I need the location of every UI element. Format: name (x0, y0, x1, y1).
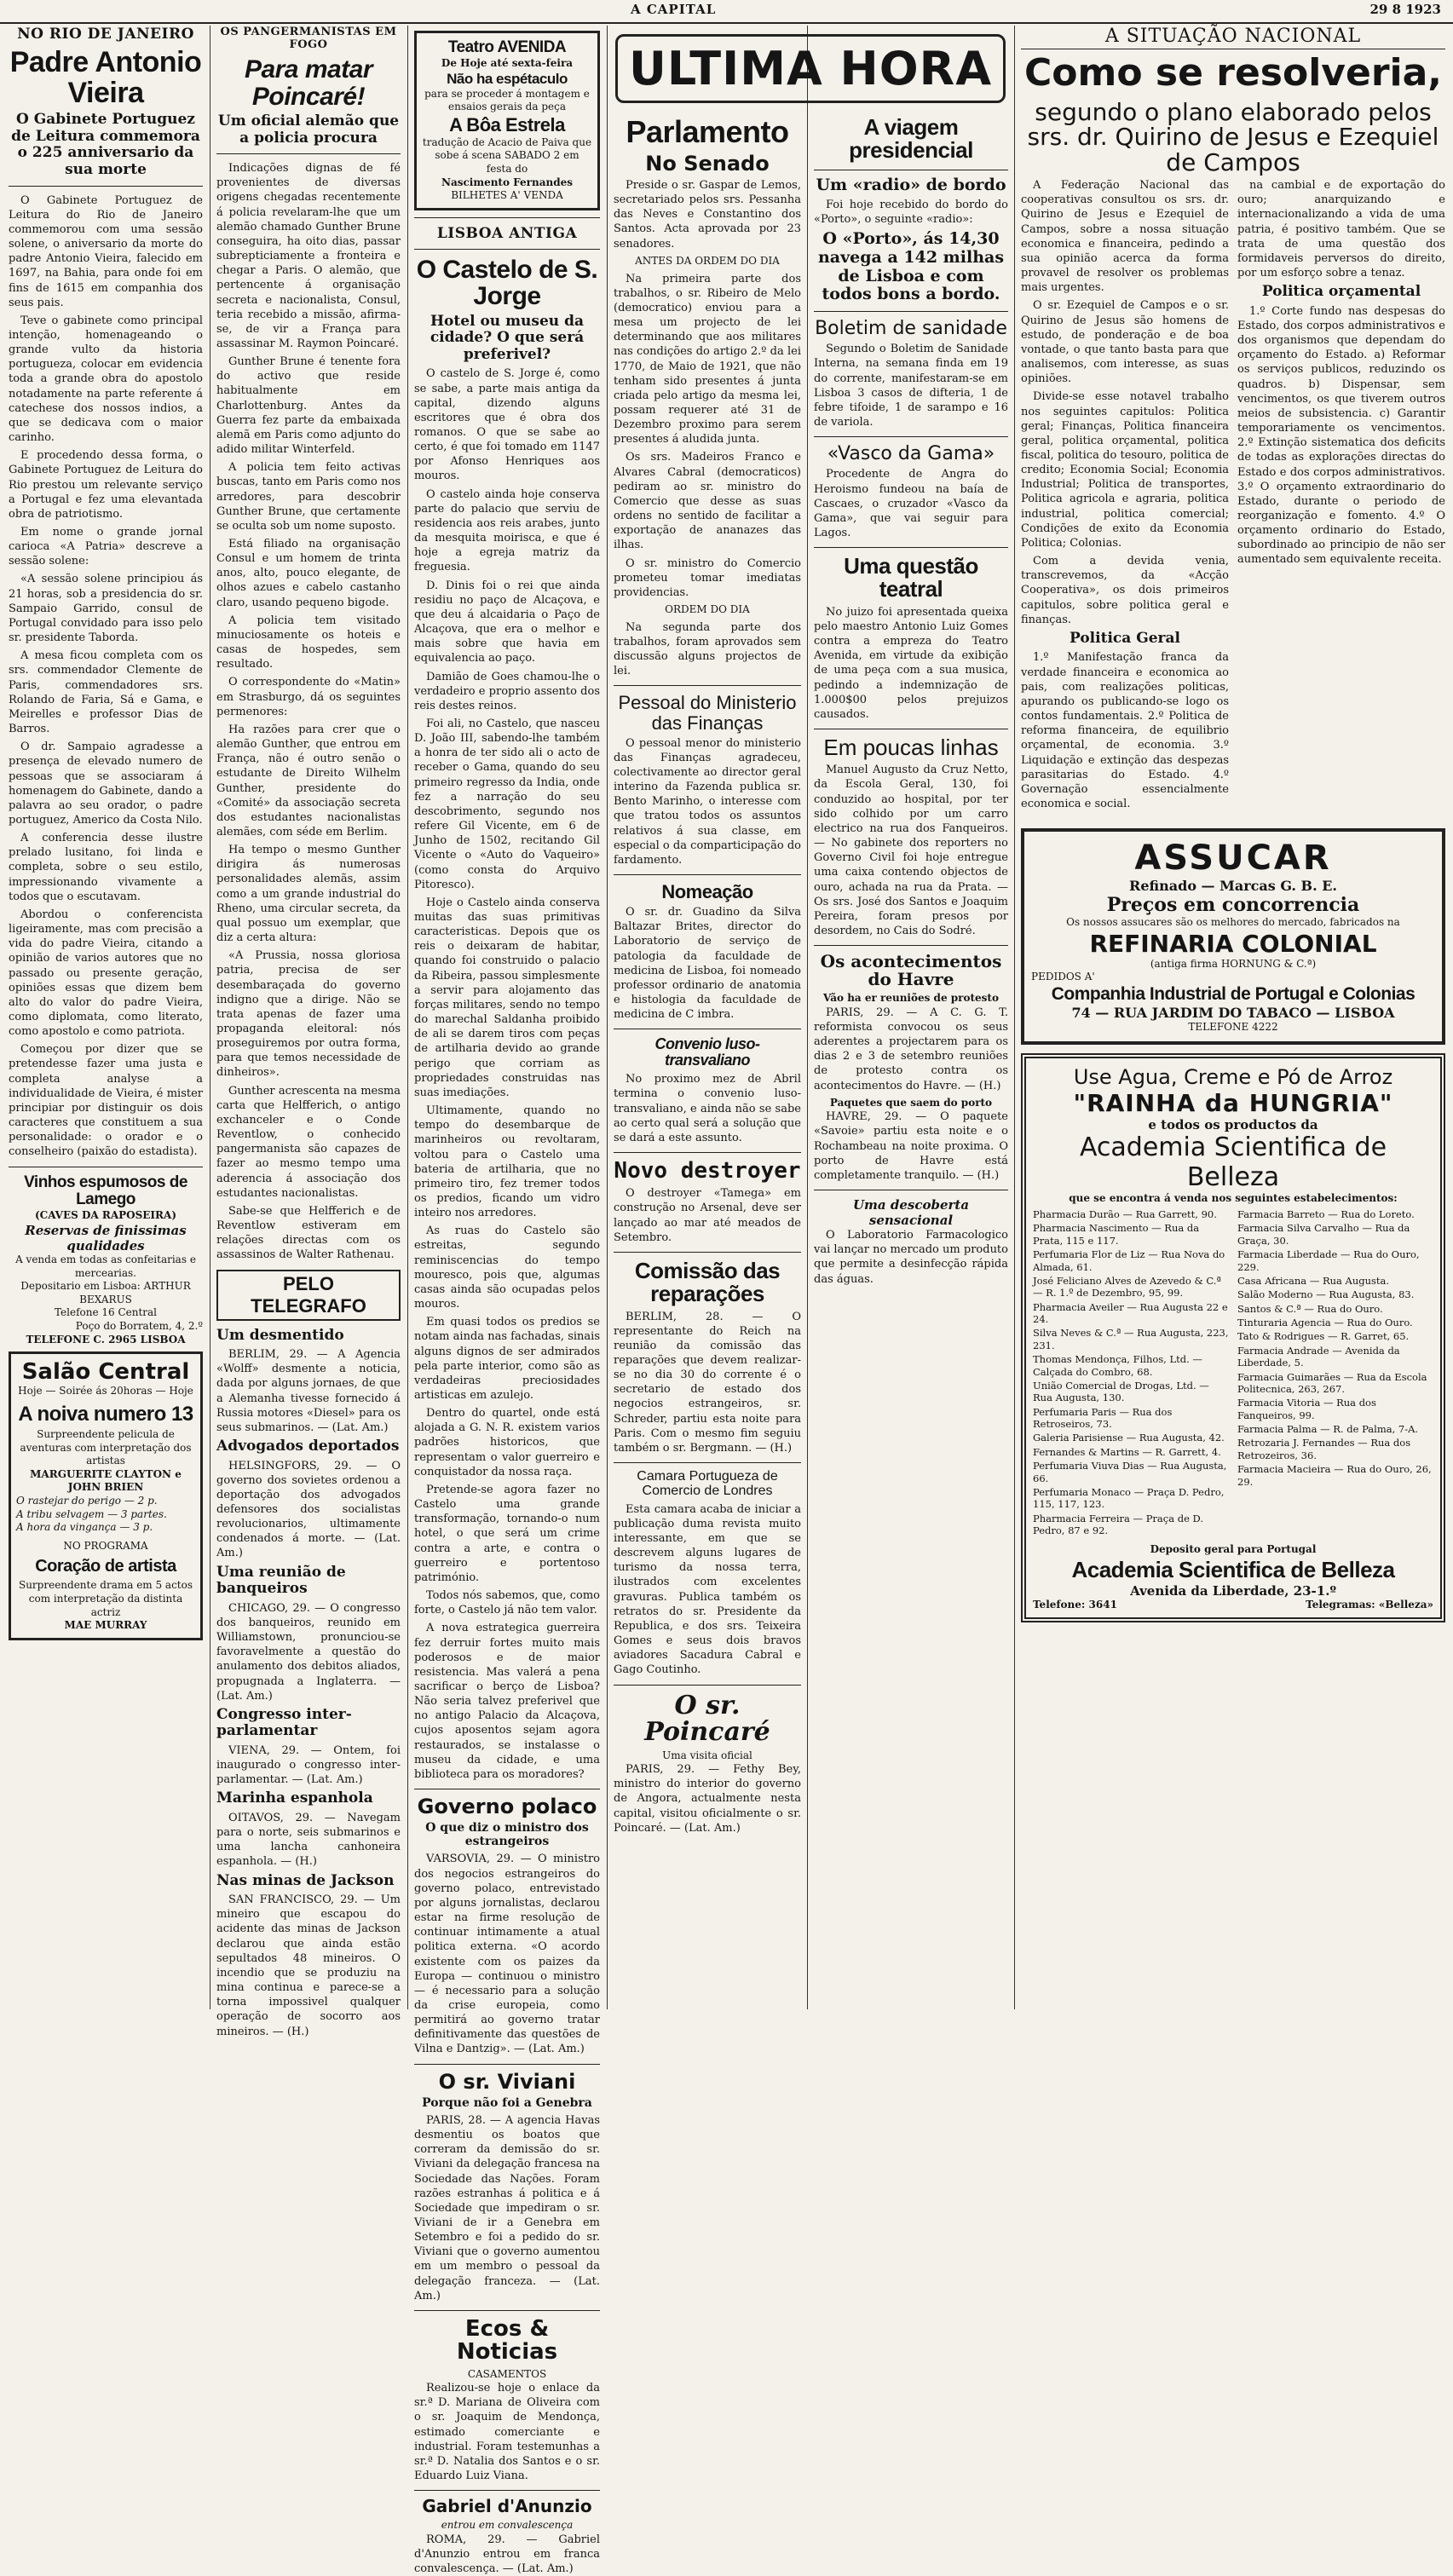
shop-list-item: Pharmacia Ferreira — Praça de D. Pedro, 87 e 92. (1033, 1512, 1204, 1537)
news-text: BERLIM, 28. — O representante do Reich na reunião da comissão das reparações que devem realizar-se no dia 30 do corrente é o secretario de estado dos negocios estrangeiros, sr. Schreder, partiu esta noite para Paris. Com o mesmo fim seguiu também o sr. Bergmann. — (H.) (614, 1310, 801, 1455)
shop-list-item: União Comercial de Drogas, Ltd. — Rua Augusta, 130. (1033, 1379, 1209, 1404)
ultima-hora-banner (612, 27, 1009, 110)
news-title: Comissão das reparações (634, 1257, 781, 1307)
masthead (0, 0, 1453, 24)
news-subtitle: Vão ha er reuniões de protesto (823, 992, 999, 1005)
col3-subheadline: Hotel ou museu da cidade? O que será preferivel? (430, 312, 585, 363)
news-title: Uma descoberta sensacional (852, 1197, 970, 1229)
col2-paragraph: A policia tem visitado minuciosamente os hoteis e casas de hospedes, sem resultado. (216, 614, 401, 671)
shop-list-item: Fernandes & Martins — R. Garrett, 4. (1033, 1445, 1221, 1458)
news-text: O pessoal menor do ministerio das Finanças agradeceu, colectivamente ao director geral interino da Fazenda publica sr. Bento Marinho, o interesse com que tratou todos os assuntos relativos á sua classe, em especial o da comparticipação do fardamento. (614, 736, 801, 867)
salao-film: A noiva numero 13 (18, 1402, 193, 1426)
col2-paragraph: «A Prussia, nossa gloriosa patria, precisa de ser desembaraçada do governo indigno que a dirige. Não se trata apenas de fazer uma propaganda eleitoral: nós proseguiremos por outra forma, para que temos necessidade de dinheiros». (216, 949, 401, 1080)
col3-paragraph: Todos nós sabemos, que, como forte, o Castelo já não tem valor. (414, 1589, 600, 1617)
deposit-name: Academia Scientifica de Belleza (1071, 1557, 1395, 1583)
news-title: «Vasco da Gama» (827, 443, 995, 465)
salao-episode: A hora da vingança — 3 p. (16, 1521, 153, 1534)
raposeira-line2: A venda em todas as confeitarias e mercearias. (15, 1253, 196, 1279)
theatre-artist: Nascimento Fernandes (441, 176, 573, 188)
news-title: Uma reunião de banqueiros (216, 1563, 346, 1598)
col3-paragraph: A nova estrategica guerreira fez derruir fortes muito mais poderosos e de maior resistencia. Mas valerá a pena sacrificar o berço de Lisboa? Não seria talvez preferivel que no antigo Palacio da Alcaçova, cujos aposentos sejam agora restaurados, se instalasse o museu da cidade, e uma biblioteca para os moradores? (414, 1622, 600, 1781)
news-title: Novo destroyer (614, 1157, 801, 1184)
shop-list-item: Farmacia Silva Carvalho — Rua da Graça, 30. (1237, 1222, 1410, 1247)
news-text: SAN FRANCISCO, 29. — Um mineiro que escapou do acidente das minas de Jackson declarou que ainda estão sepultados 48 mineiros. O incendio que se produziu na mina continua e parece-se a torna impossivel qualquer operação de socorro aos mineiros. — (H.) (216, 1893, 401, 2038)
col6-subheadline: segundo o plano elaborado pelos srs. dr. Quirino de Jesus e Ezequiel de Campos (1027, 98, 1439, 176)
col3-paragraph: Pretende-se agora fazer no Castelo uma grande transformação, tornando-o num hotel, o que será um crime contra a arte, e contra o guerreiro e portentoso património. (414, 1483, 600, 1584)
col6-kicker: A SITUAÇÃO NACIONAL (1104, 26, 1362, 47)
col1-subheadline: O Gabinete Portuguez de Leitura commemora o 225 anniversario da sua morte (11, 111, 200, 179)
news-text: VARSOVIA, 29. — O ministro dos negocios estrangeiros do governo polaco, entrevistado por alguns jornalistas, declarou estar na firme resolução de continuar intimamente a atual politica externa. «O acordo existente com os paizes da Europa — continuou o ministro — é necessario para a solução da crise europeia, como permitirá ao governo tratar definitivamente das questões de Vilna e Dantzig». — (Lat. Am.) (414, 1853, 600, 2056)
salao-title: Salão Central (21, 1359, 190, 1386)
column-rule (607, 26, 608, 2009)
news-title: Nas minas de Jackson (216, 1871, 395, 1889)
col3-paragraph: Ultimamente, quando no tempo do desembarque de marinheiros ou revoltaram, voltou para o Castelo uma bateria de artilharia, que no primeiro tiro, fez tremer todos os predios, ficando um vidro inteiro nos arredores. (414, 1104, 600, 1220)
news-title: Marinha espanhola (216, 1789, 373, 1807)
shop-list-item: Perfumaria Paris — Rua dos Retroseiros, 73. (1033, 1405, 1173, 1431)
col4-paragraph: Na segunda parte dos trabalhos, foram aprovados sem discussão alguns projectos de lei. (614, 620, 801, 678)
shop-list-item: Farmacia Barreto — Rua do Loreto. (1237, 1208, 1415, 1221)
shop-list-item: Casa Africana — Rua Augusta. (1237, 1274, 1390, 1287)
column-rule (807, 26, 808, 2009)
salao-line: Hoje — Soirée ás 20horas — Hoje (18, 1385, 193, 1397)
news-title: Gabriel d'Anunzio (422, 2496, 592, 2517)
senado-title: No Senado (645, 151, 770, 176)
col2-paragraph: O correspondente do «Matin» em Strasburgo, dá os seguintes permenores: (216, 676, 401, 718)
deposit-telegram: Telegramas: «Belleza» (1306, 1599, 1433, 1611)
shop-list-item: Pharmacia Aveiler — Rua Augusta 22 e 24. (1033, 1300, 1228, 1326)
ultima-hora-title: ULTIMA HORA (615, 34, 1006, 103)
news-title: Camara Portugueza de Comercio de Londres (637, 1469, 778, 1498)
salao-desc: Surpreendente pelicula de aventuras com interpretação dos artistas (20, 1427, 192, 1467)
shop-list-item: Farmacia Guimarães — Rua da Escola Politecnica, 263, 267. (1237, 1370, 1427, 1395)
col1-paragraph: E procedendo dessa forma, o Gabinete Portuguez de Leitura do Rio prestou um relevante serviço a Portugal e fez uma elevantada obra de patriotismo. (9, 449, 203, 521)
news-title: Pessoal do Ministerio das Finanças (618, 692, 797, 734)
news-text: VIENA, 29. — Ontem, foi inaugurado o congresso inter-parlamentar. — (Lat. Am.) (216, 1743, 401, 1787)
col6-paragraph: Divide-se esse notavel trabalho nos seguintes capitulos: Politica geral; Finanças, Politica financeira geral, politica orçamental, politica fiscal, politica do tesouro, politica de credito; Economia Social; Economia Industrial; Politica de transportes, Politica agricola e agraria, politica industrial, politica comercial; Condições de exito da Economia Politica; Colonias. (1021, 390, 1229, 550)
news-title: Governo polaco (417, 1795, 597, 1819)
col3-paragraph: D. Dinis foi o rei que ainda residiu no paço de Alcaçova, e que deu á alcaidaria o Paço de Alcaçova, que era o melhor e mais sobre que havia em equivalencia ao paço. (414, 579, 600, 666)
raposeira-depositary: Depositario em Lisboa: ARTHUR BEXARUS (20, 1280, 191, 1305)
theatre-line4: tradução de Acacio de Paiva que sobe á scena SABADO 2 em festa do (422, 135, 592, 175)
news-text: Segundo o Boletim de Sanidade Interna, na semana finda em 19 do corrente, manifestaram-se em Lisboa 3 casos de difteria, 1 de febre tifoide, 1 de sarampo e 16 de variola. (814, 343, 1008, 429)
news-subtitle: O que diz o ministro dos estrangeiros (425, 1821, 589, 1849)
column-2 (216, 26, 401, 2038)
shop-list-item: Perfumaria Monaco — Praça D. Pedro, 115, 117, 123. (1033, 1485, 1225, 1511)
news-title: Convenio luso-transvaliano (654, 1035, 760, 1069)
col1-paragraph: Em nome o grande jornal carioca «A Patria» descreve a sessão solene: (9, 526, 203, 568)
salao-episode: O rastejar do perigo — 2 p. (16, 1494, 158, 1507)
col2-kicker: OS PANGERMANISTAS EM FOGO (220, 26, 397, 51)
shop-list-item: Santos & C.ª — Rua do Ouro. (1237, 1302, 1383, 1315)
raposeira-line1: Reservas de finissimas qualidades (25, 1223, 187, 1254)
shop-list-item: Farmacia Liberdade — Rua do Ouro, 229. (1237, 1248, 1420, 1273)
col1-paragraph: A conferencia desse ilustre prelado lusitano, foi linda e completa, sobre o seu estilo, impressionando vivamente a todos que o escutavam. (9, 832, 203, 903)
news-title: O sr. Poincaré (644, 1690, 770, 1748)
news-title: Advogados deportados (216, 1437, 400, 1455)
agua-line2: e todos os productos da (1148, 1116, 1318, 1132)
col3-paragraph: Foi ali, no Castelo, que nasceu D. João III, sabendo-lhe também a honra de ter sido ali o acto de receber o Gama, quando do seu primeiro regresso da India, onde fez a narração do seu descobrimento, segundo nos refere Gil Vicente, em 6 de Junho de 1502, recitando Gil Vicente o «Auto do Vaqueiro» (como consta do Arquivo Pitoresco). (414, 717, 600, 891)
col1-paragraph: O dr. Sampaio agradesse a presença de elevado numero de pessoas que se associaram á homenagem do Gabinete, dando a palavra ao seu orador, o padre portuguez, Americo da Costa Nilo. (9, 741, 203, 827)
col3-headline: O Castelo de S. Jorge (416, 255, 598, 311)
col1-headline: Padre Antonio Vieira (9, 46, 202, 109)
col2-paragraph: Sabe-se que Helfferich e de Reventlow estiveram em relações directas com os assassinos de Walter Rathenau. (216, 1204, 401, 1262)
news-text: BERLIM, 29. — A Agencia «Wolff» desmente a noticia, dada por alguns jornaes, de que a Alemanha tivesse fornecido á Russia motores «Diesel» para os seus submarinos. — (Lat. Am.) (216, 1348, 401, 1434)
viagem-title: A viagem presidencial (849, 114, 973, 164)
assucar-title: ASSUCAR (1134, 838, 1332, 879)
news-subtitle: entrou em convalescença (441, 2519, 574, 2532)
news-subtitle: Porque não foi a Genebra (422, 2095, 592, 2110)
col1-paragraph: Começou por dizer que se pretendesse fazer uma justa e completa analyse a individualidade de Vieira, é mister principiar por distinguir os dois caracteres que constituem a sua personalidade: o orador e o conselheiro (paixão do estadista). (9, 1043, 203, 1159)
column-rule (1014, 26, 1015, 2009)
theatre-tickets: BILHETES A' VENDA (451, 189, 563, 202)
news-text: No juizo foi apresentada queixa pelo maestro Antonio Luiz Gomes contra a empreza do Teatro Avenida, em virtude da exibição de uma peça com a sua musica, pedindo a indemnização de 1.000$00 pelos prejuizos causados. (814, 605, 1008, 721)
assucar-refinery: REFINARIA COLONIAL (1089, 929, 1377, 958)
shop-list-item: Galeria Parisiense — Rua Augusta, 42. (1033, 1432, 1225, 1444)
news-subtitle: Uma visita oficial (662, 1749, 752, 1761)
col6-paragraph: Com a devida venia, transcrevemos, da «Acção Cooperativa», os dois primeiros capitulos, sobre politica geral e finanças. (1021, 555, 1229, 626)
col6b-text: na cambial e de exportação do ouro; anarquizando e internacionalizando a vida de uma patria, é positivo também. Que se trata de uma questão dos formidaveis perversos do direito, por um esforço sobre a tenaz. (1237, 179, 1445, 280)
deposit-phone: Telefone: 3641 (1033, 1599, 1117, 1611)
raposeira-phone: TELEFONE C. 2965 LISBOA (26, 1333, 186, 1346)
parlamento-title: Parlamento (626, 114, 789, 149)
news-title: Nomeação (661, 881, 753, 903)
shop-list-item: Perfumaria Flor de Liz — Rua Nova do Almada, 61. (1033, 1248, 1225, 1273)
raposeira-tel: Telefone 16 Central (54, 1306, 158, 1319)
assucar-addr: 74 — RUA JARDIM DO TABACO — LISBOA (1071, 1004, 1395, 1021)
news-title: Um desmentido (216, 1326, 344, 1344)
news-text: Manuel Augusto da Cruz Netto, da Escola Geral, 130, foi conduzido ao hospital, por ter sido colhido por um carro electrico na rua dos Fanqueiros. — No gabinete dos reporters no Governo Civil foi hoje entregue uma caixa contendo objectos de ouro, achada na rua da Prata. — Os srs. José dos Santos e Joaquim Pereira, foram presos por desordem, no Cais do Sodré. (814, 764, 1008, 937)
news-title: Ecos & Noticias (456, 2315, 558, 2366)
issue-date: 29 8 1923 (1369, 2, 1441, 17)
news-title: Uma questão teatral (844, 553, 978, 602)
col3-paragraph: Damião de Goes chamou-lhe o verdadeiro e proprio assento dos reis destes reinos. (414, 670, 600, 712)
shop-list-item: Retrozaria J. Fernandes — Rua dos Retrozeiros, 36. (1237, 1437, 1411, 1461)
news-text: HAVRE, 29. — O paquete «Savoie» partiu esta noite e o Rochambeau na noite proxima. O porto de Havre está completamente tranquilo. — (H.) (814, 1110, 1008, 1182)
politica-geral-title: Politica Geral (1070, 629, 1180, 647)
teatro-avenida-ad (414, 31, 600, 210)
col1-kicker: NO RIO DE JANEIRO (17, 26, 194, 43)
theatre-play: A Bôa Estrela (449, 113, 565, 135)
raposeira-subtitle: (CAVES DA RAPOSEIRA) (34, 1209, 176, 1222)
politica-geral-text: 1.º Manifestação franca da verdade financeira e economica ao pais, com realizações politicas, apurando os publicando-se logo os contos fundamentais. 2.º Politica de reforma financeira, de equilibrio orçamental, de economia. 3.º Liquidação e extinção das despezas parasitarias do Estado. 4.º Governação essencialmente economica e social. (1021, 651, 1229, 810)
col4-paragraph: Preside o sr. Gaspar de Lemos, secretariado pelos srs. Pessanha das Neves e Constantino dos Santos. Acta aprovada por 23 senadores. (614, 178, 801, 251)
news-text: ROMA, 29. — Gabriel d'Anunzio entrou em franca convalescença. — (Lat. Am.) (414, 2533, 600, 2576)
col4-paragraph: O sr. ministro do Comercio prometeu tomar imediatas providencias. (614, 556, 801, 599)
news-text: PARIS, 29. — A C. G. T. reformista convocou os seus aderentes a projectarem para os dias 2 e 3 de setembro reuniões de protesto contra os acontecimentos do Havre. — (H.) (814, 1006, 1008, 1092)
news-title: Em poucas linhas (823, 734, 999, 760)
shop-list-item: Tinturaria Agencia — Rua do Ouro. (1237, 1317, 1413, 1329)
salao-program: Coração de artista (35, 1557, 176, 1576)
col2-paragraph: Ha tempo o mesmo Gunther dirigira ás numerosas personalidades alemãs, assim como a um grande industrial do Rheno, uma circular secreta, da qual possuo um exemplar, que diz a certa altura: (216, 844, 401, 945)
salao-program-desc: Surpreendente drama em 5 actos com interpretação da distinta actriz (18, 1579, 193, 1618)
col3-paragraph: O castelo ainda hoje conserva parte do palacio que serviu de residencia aos reis arabes, junto da mesquita moirisca, e que é hoje a egreja matriz da freguesia. (414, 487, 600, 574)
col2-paragraph: Está filiado na organisação Consul e um homem de trinta anos, alto, pouco elegante, de olhos azues e cabelo castanho claro, usando pequeno bigode. (216, 538, 401, 609)
news-text: No proximo mez de Abril termina o convenio luso-transvaliano, e ainda não se sabe ao certo qual será a solução que se dará a este assunto. (614, 1073, 801, 1144)
assucar-line2: Preços em concorrencia (1106, 894, 1360, 917)
col6-headline: Como se resolveria, (1023, 51, 1442, 95)
news-title: Paquetes que saem do porto (829, 1096, 993, 1109)
deposit-addr: Avenida da Liberdade, 23-1.º (1130, 1583, 1336, 1599)
column-6 (1021, 26, 1445, 2009)
news-text: HELSINGFORS, 29. — O governo dos sovietes ordenou a deportação dos advogados defensores dos socialistas revolucionarios, ultimamente condenados á morte. — (Lat. Am.) (216, 1459, 401, 1560)
raposeira-address: Poço do Borratem, 4, 2.º (75, 1320, 203, 1332)
shop-list-item: Thomas Mendonça, Filhos, Ltd. — Calçada do Combro, 68. (1033, 1353, 1202, 1378)
shop-list-item: Tato & Rodrigues — R. Garret, 65. (1237, 1330, 1410, 1343)
pelo-telegrafo-logo: PELO TELEGRAFO (216, 1270, 401, 1321)
news-text: O Laboratorio Farmacologico vai lançar no mercado um produto que permite a desinfecção rápida das águas. (814, 1229, 1008, 1286)
assucar-company: Companhia Industrial de Portugal e Colonias (1051, 983, 1416, 1004)
theatre-line1: De Hoje até sexta-feira (441, 57, 574, 69)
col1-paragraph: «A sessão solene principiou ás 21 horas, sob a presidencia do sr. Sampaio Garrido, consul de Portugal convidado para isso pelo sr. presidente Taborda. (9, 573, 203, 645)
salao-central-ad (9, 1351, 203, 1640)
news-title: Boletim de sanidade (815, 318, 1007, 340)
news-text: PARIS, 29. — Fethy Bey, ministro do interior do governo de Angora, actualmente nesta capital, visitou oficialmente o sr. Poincaré. — (Lat. Am.) (614, 1763, 801, 1835)
column-rule (407, 26, 408, 2009)
col3-paragraph: Dentro do quartel, onde está alojada a G. N. R. existem varios padrões historicos, que representam o valor guerreiro e conquistador da nossa raça. (414, 1407, 600, 1478)
shop-list-item: Farmacia Vitoria — Rua dos Fanqueiros, 99. (1237, 1397, 1376, 1421)
col3-paragraph: Em quasi todos os predios se notam ainda nas fachadas, sinais alguns dignos de ser admirados pela parte interior, como são as verdadeiras preciosidades artisticas em azulejo. (414, 1316, 600, 1403)
column-4-body (614, 111, 801, 2009)
shop-list-item: Farmacia Andrade — Avenida da Liberdade, 5. (1237, 1344, 1400, 1369)
col2-subheadline: Um oficial alemão que a policia procura (217, 112, 400, 147)
theatre-line2: Não ha espétaculo (447, 70, 568, 87)
assucar-ad (1021, 828, 1445, 1044)
shop-list-item: Farmacia Palma — R. de Palma, 7-A. (1237, 1423, 1419, 1436)
col3-paragraph: O castelo de S. Jorge é, como se sabe, a parte mais antiga da capital, dizendo alguns escritores que é obra dos romanos. O que se sabe ao certo, é que foi tomado em 1147 por Afonso Henriques aos mouros. (414, 367, 600, 483)
news-text: Procedente de Angra do Heroismo fundeou na baía de Cascaes, o cruzador «Vasco da Gama», que vai seguir para Lagos. (814, 468, 1008, 539)
rainha-hungria-ad (1021, 1053, 1445, 1623)
politica-orcamental-title: Politica orçamental (1261, 283, 1421, 301)
salao-cast: MARGUERITE CLAYTON e JOHN BRIEN (30, 1467, 182, 1494)
col4-section: ORDEM DO DIA (665, 603, 750, 616)
col1-paragraph: Abordou o conferencista ligeiramente, mas com precisão a vida do padre Vieira, citando a opinião de varios autores que no passado ou presente geração, opiniões essas que dizem bem alto do valor do padre Vieira, como diplomata, como literato, como apostolo e como patriota. (9, 908, 203, 1039)
shops-left-list (1033, 1208, 1229, 1538)
col1-paragraph: O Gabinete Portuguez de Leitura do Rio de Janeiro commemorou com uma sessão solene, o aniversario da morte do padre Antonio Vieira, falecido em 1697, na Bahia, para onde foi em fins de 1615 em companhia dos seus pais. (9, 193, 203, 309)
deposit-label: Deposito geral para Portugal (1150, 1543, 1317, 1556)
news-text: Realizou-se hoje o enlace da sr.ª D. Mariana de Oliveira com o sr. Joaquim de Mendonça, estimado comerciante e industrial. Foram testemunhas a sr.ª D. Natalia dos Santos e o sr. Eduardo Luiz Viana. (414, 2382, 600, 2483)
col2-paragraph: A policia tem feito activas buscas, tanto em Paris como nos arredores, para descobrir Gunther Brune, que certamente se oculta sob um nome suposto. (216, 461, 401, 533)
shops-right-list (1237, 1208, 1433, 1538)
news-text: OITAVOS, 29. — Navegam para o norte, seis submarinos e uma lancha canhoneira espanhola. — (H.) (216, 1811, 401, 1869)
shop-list-item: Pharmacia Nascimento — Rua da Prata, 115 e 117. (1033, 1222, 1200, 1247)
assucar-line3: Os nossos assucares são os melhores do mercado, fabricados na (1066, 916, 1400, 929)
col6-paragraph: O sr. Ezequiel de Campos e o sr. Quirino de Jesus são homens de estudo, de ponderação e de boa vontade, o que tanto basta para que analisemos, com interesse, as suas opiniões. (1021, 299, 1229, 386)
news-text: Esta camara acaba de iniciar a publicação duma revista muito interessante, em que se descrevem alguns lugares de turismo da nossa terra, ilustrados com excelentes gravuras. Publica também os retratos do sr. Presidente da Republica, e dos srs. Teixeira Gomes e seus dois bravos aviadores Sacadura Cabral e Gago Coutinho. (614, 1502, 801, 1677)
col1-paragraph: Teve o gabinete como principal intenção, homenageando o grande vulto da historia portugueza, colocar em evidencia toda a grande obra do apostolo notadamente na parte referente á catechese dos nossos indios, a que se dedicava com o maior carinho. (9, 314, 203, 445)
radio-text: Foi hoje recebido do bordo do «Porto», o seguinte «radio»: (814, 198, 1008, 226)
news-subtitle: CASAMENTOS (467, 2367, 547, 2380)
theatre-line3: para se proceder á montagem e ensaios gerais da peça (424, 87, 590, 113)
shop-list-item: Pharmacia Durão — Rua Garrett, 90. (1033, 1208, 1217, 1221)
salao-episode: A tribu selvagem — 3 partes. (16, 1507, 167, 1520)
column-1 (9, 26, 203, 2009)
shop-list-item: Salão Moderno — Rua Augusta, 83. (1237, 1288, 1415, 1301)
news-text: CHICAGO, 29. — O congresso dos banqueiros, reunido em Williamstown, pronunciou-se favoravelmente a questão do anulamento dos debitos aliados, propugnada a Inglaterra. — (Lat. Am.) (216, 1601, 401, 1703)
column-5-body (814, 111, 1008, 2009)
col2-paragraph: Ha razões para crer que o alemão Gunther, que entrou em França, não é outro senão o estudante de Direito Wilhelm Gunther, presidente do «Comité» da associação secreta dos estudantes nacionalistas alemães, com séde em Berlim. (216, 723, 401, 838)
news-text: O destroyer «Tamega» em construção no Arsenal, deve ser lançado ao mar até meados de Setembro. (614, 1187, 801, 1244)
news-text: PARIS, 28. — A agencia Havas desmentiu os boatos que correram da demissão do sr. Viviani da delegação francesa na Sociedade das Nações. Foram razões estranhas á politica e á Sociedade que impediram o sr. Viviani de ir a Genebra em Setembro e foi a pedido do sr. Viviani que o governo aumentou em um membro o pessoal da delegação franceza. — (Lat. Am.) (414, 2113, 600, 2302)
col4-paragraph: Na primeira parte dos trabalhos, o sr. Ribeiro de Melo (democratico) enviou para a mesa um projecto de lei determinando que aos militares nas condições do artigo 2.º da lei 1770, de Maio de 1921, que não tenham sido presentes á junta criada pelo artigo da mesma lei, possam requerer até 31 de Dezembro proximo para serem presentes á aludida junta. (614, 272, 801, 447)
shop-list-item: José Feliciano Alves de Azevedo & C.ª — R. 1.º de Dezembro, 95, 99. (1033, 1274, 1221, 1300)
col3-paragraph: Hoje o Castelo ainda conserva muitas das suas primitivas caracteristicas. Depois que os reis o deixaram de habitar, quando foi construido o palacio da Ribeira, passou simplesmente a servir para alojamento das forças militares, sendo no tempo do marechal Saldanha proibido de ali se darem tiros com peças de artilharia devido ao grande perigo que corriam as propriedades construidas nas suas imediações. (414, 896, 600, 1099)
agua-brand: "RAINHA da HUNGRIA" (1073, 1088, 1393, 1117)
news-title: O sr. Viviani (438, 2069, 576, 2094)
raposeira-title: Vinhos espumosos de Lamego (24, 1173, 187, 1208)
col3-paragraph: As ruas do Castelo são estreitas, segundo reminiscencias do tempo mouresco, pois que, algumas casas ainda são ocupadas pelos mouros. (414, 1225, 600, 1311)
assucar-line1: Refinado — Marcas G. B. E. (1129, 878, 1337, 895)
agua-line1: Use Agua, Creme e Pó de Arroz (1073, 1064, 1393, 1089)
raposeira-ad (9, 1174, 203, 1347)
porto-message: O «Porto», ás 14,30 navega a 142 milhas de Lisboa e com todos bons a bordo. (817, 228, 1005, 304)
shop-list-item: Farmacia Macieira — Rua do Ouro, 26, 29. (1237, 1463, 1432, 1488)
news-text: O sr. dr. Guadino da Silva Baltazar Brites, director do Laboratorio de serviço de patologia da faculdade de medicina de Lisboa, foi nomeado professor ordinario de anatomia e histologia da faculdade de medicina de C imbra. (614, 906, 801, 1022)
col4-section: ANTES DA ORDEM DO DIA (635, 254, 780, 267)
col2-paragraph: Gunther Brune é tenente fora do activo que reside habitualmente em Charlottenburg. Antes da Guerra fez parte da embaixada alemã em Paris como adjunto do adido militar Winterfeld. (216, 355, 401, 457)
assucar-tel: TELEFONE 4222 (1188, 1020, 1278, 1033)
shop-list-item: Silva Neves & C.ª — Rua Augusta, 223, 231. (1033, 1327, 1229, 1351)
col6-paragraph: A Federação Nacional das cooperativas consultou os srs. dr. Quirino de Jesus e Ezequiel de Campos, sobre a nossa situação economica e financeira, pedindo a sua opinião acerca da forma provavel de resolver os problemas mais urgentes. (1021, 179, 1229, 295)
col2-headline: Para matar Poincaré! (244, 55, 373, 111)
shop-list-item: Perfumaria Viuva Dias — Rua Augusta, 66. (1033, 1460, 1227, 1484)
col4-paragraph: Os srs. Madeiros Franco e Alvares Cabral (democraticos) pediram ao sr. ministro do Comercio que desse as suas ordens no sentido de facilitar a exportação de ananazes das ilhas. (614, 451, 801, 552)
news-title: Congresso inter-parlamentar (216, 1705, 352, 1740)
news-title: Os acontecimentos do Havre (820, 951, 1002, 990)
agua-line3: que se encontra á venda nos seguintes estabelecimentos: (1069, 1191, 1398, 1204)
salao-actress: MAE MURRAY (64, 1619, 147, 1632)
agua-academy: Academia Scientifica de Belleza (1079, 1132, 1387, 1192)
col1-paragraph: A mesa ficou completa com os srs. commendador Clemente de Paris, commendadores srs. Rolando de Faria, Sá e Gama, e Meirelles e professor Dias de Barros. (9, 649, 203, 736)
col2-paragraph: Gunther acrescenta na mesma carta que Helfferich, o antigo exchanceler e o Conde Reventlow, o conhecido pangermanista são capazes de fazer ao mesmo tempo uma aderencia á associação dos estudantes nacionalistas. (216, 1084, 401, 1200)
assucar-line4: (antiga firma HORNUNG & C.ª) (1150, 957, 1317, 970)
col3-kicker: LISBOA ANTIGA (436, 224, 578, 242)
col2-paragraph: Indicações dignas de fé provenientes de diversas origens chegadas recentemente á policia revelaram-lhe que um alemão chamado Gunther Brune conseguira, ha oito dias, passar subrepticiamente a fronteira e chegar a Paris. O alemão, que pertencente á organisação secreta e nacionalista, Consul, teria recebido a missão, afirma-se, de vir a França para assassinar M. Raymon Poincaré. (216, 162, 401, 350)
radio-title: Um «radio» de bordo (816, 175, 1006, 194)
col6b-text: 1.º Corte fundo nas despesas do Estado, dos corpos administrativos e dos organismos que dependam do orçamento do Estado. a) Reformar os serviços publicos, reduzindo os quadros. b) Dispensar, sem vencimentos, os que tiverem outros meios de subsistencia. c) Garantir temporariamente os vencimentos. 2.º Extinção sistematica dos deficits de todas as explorações directas do Estado e dos corpos administrativos. 3.º O orçamento extraordinario do Estado, durante o periodo de reorganização e fomento. 4.º O orçamento ordinario do Estado, subordinado ao principio de não ser aumentado sem equivalente receita. (1237, 304, 1445, 567)
assucar-orders: PEDIDOS A' (1031, 971, 1095, 983)
salao-program-label: NO PROGRAMA (63, 1539, 148, 1552)
publication-name: A CAPITAL (631, 2, 717, 17)
theatre-name: Teatro AVENIDA (447, 38, 567, 56)
column-3 (414, 26, 600, 2576)
